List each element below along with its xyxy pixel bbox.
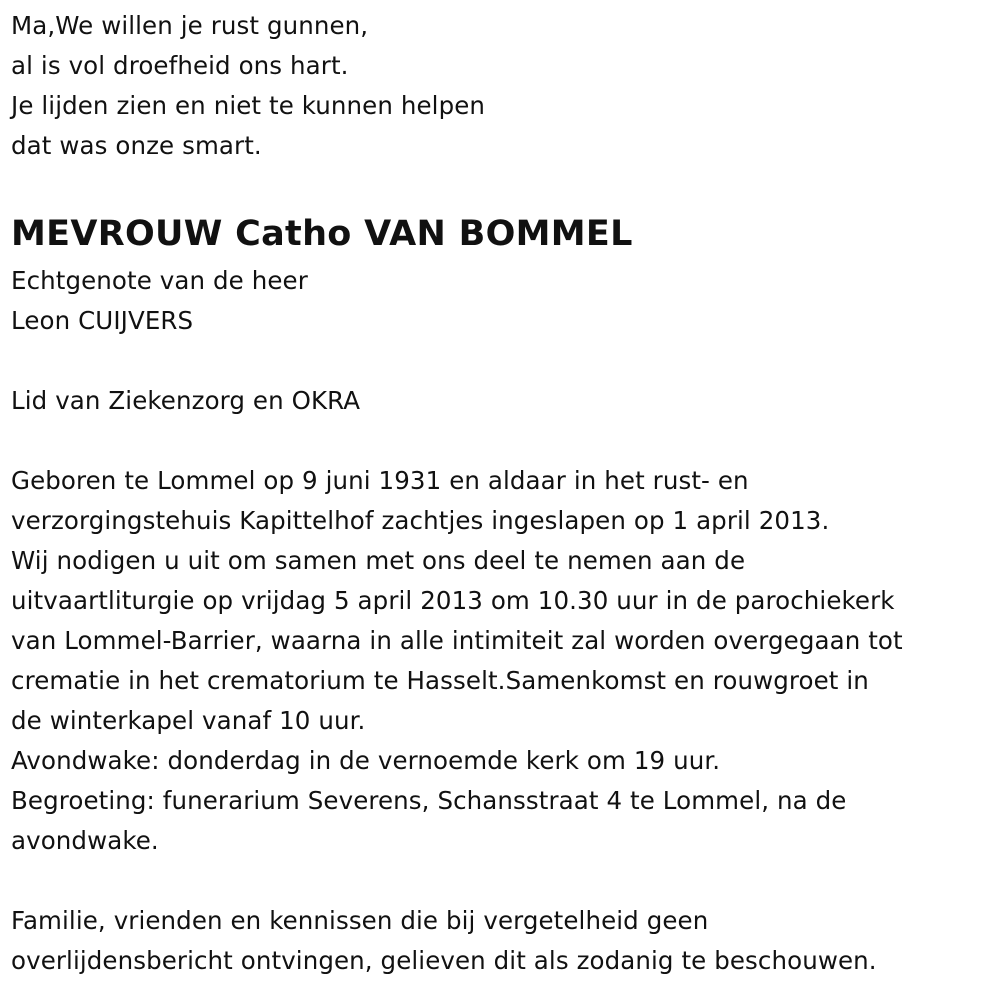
details-line: uitvaartliturgie op vrijdag 5 april 2013 om 10.30 uur in de parochiekerk bbox=[11, 586, 895, 615]
poem-line: al is vol droefheid ons hart. bbox=[11, 51, 349, 80]
funeral-details bbox=[11, 461, 1000, 861]
details-line: Geboren te Lommel op 9 juni 1931 en aldaar in het rust- en bbox=[11, 466, 749, 495]
poem bbox=[11, 6, 1000, 166]
details-line: Avondwake: donderdag in de vernoemde kerk om 19 uur. bbox=[11, 746, 721, 775]
poem-line: Ma,We willen je rust gunnen, bbox=[11, 11, 369, 40]
deceased-name: MEVROUW Catho VAN BOMMEL bbox=[11, 214, 633, 254]
poem-line: dat was onze smart. bbox=[11, 131, 262, 160]
closing-line: Familie, vrienden en kennissen die bij vergetelheid geen bbox=[11, 906, 709, 935]
details-line: crematie in het crematorium te Hasselt.Samenkomst en rouwgroet in bbox=[11, 666, 869, 695]
closing-note bbox=[11, 901, 1000, 981]
details-line: van Lommel-Barrier, waarna in alle intimiteit zal worden overgegaan tot bbox=[11, 626, 903, 655]
spouse-info bbox=[11, 261, 1000, 341]
details-line: Begroeting: funerarium Severens, Schansstraat 4 te Lommel, na de bbox=[11, 786, 847, 815]
details-line: Wij nodigen u uit om samen met ons deel te nemen aan de bbox=[11, 546, 746, 575]
details-line: verzorgingstehuis Kapittelhof zachtjes ingeslapen op 1 april 2013. bbox=[11, 506, 830, 535]
closing-line: overlijdensbericht ontvingen, gelieven dit als zodanig te beschouwen. bbox=[11, 946, 877, 975]
spouse-line: Echtgenote van de heer bbox=[11, 266, 308, 295]
details-line: avondwake. bbox=[11, 826, 159, 855]
poem-line: Je lijden zien en niet te kunnen helpen bbox=[11, 91, 486, 120]
spouse-line: Leon CUIJVERS bbox=[11, 306, 194, 335]
details-line: de winterkapel vanaf 10 uur. bbox=[11, 706, 366, 735]
membership: Lid van Ziekenzorg en OKRA bbox=[11, 386, 361, 415]
